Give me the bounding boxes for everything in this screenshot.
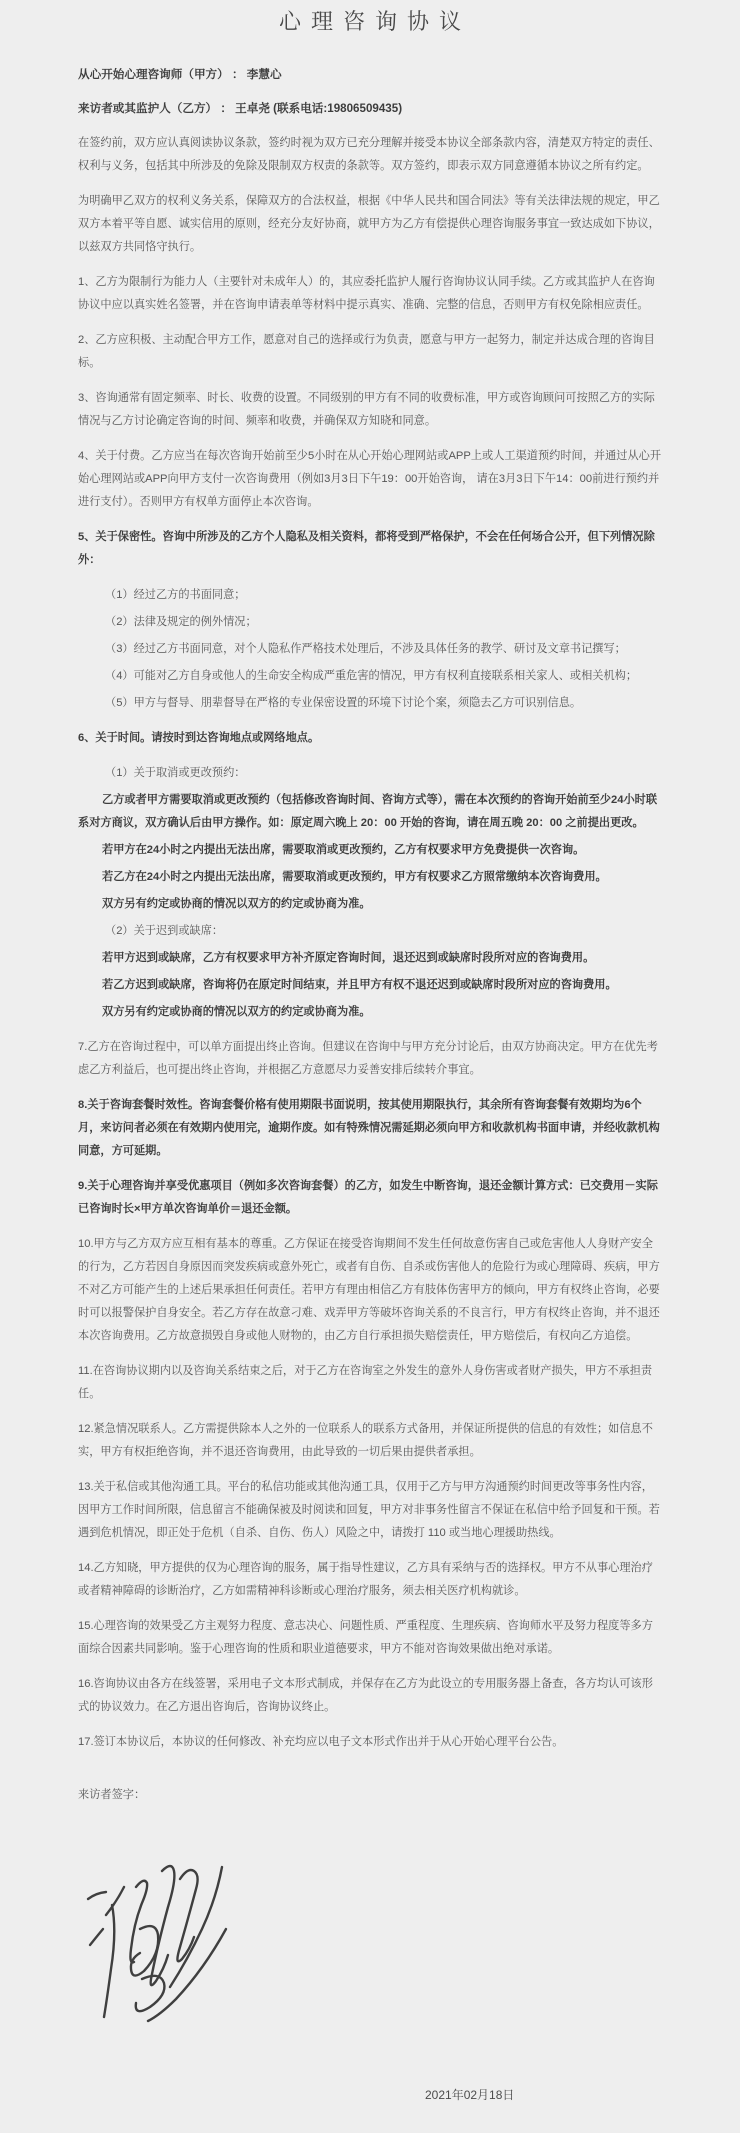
clause-5-item-5: （5）甲方与督导、朋辈督导在严格的专业保密设置的环境下讨论个案，须隐去乙方可识别信息。 (105, 697, 582, 709)
clause-5: 5、关于保密性。咨询中所涉及的乙方个人隐私及相关资料，都将受到严格保护，不会在任何场合公开，但下列情况除外： (78, 531, 655, 566)
signature-area (84, 1859, 236, 2027)
signature-scribble (84, 1859, 236, 2027)
clause-5-item-4: （4）可能对乙方自身或他人的生命安全构成严重危害的情况，甲方有权利直接联系相关家人、或相关机构； (105, 670, 638, 682)
clause-7: 7.乙方在咨询过程中，可以单方面提出终止咨询。但建议在咨询中与甲方充分讨论后，由双方协商决定。甲方在优先考虑乙方利益后，也可提出终止咨询，并根据乙方意愿尽力妥善安排后续转介事宜。 (78, 1041, 658, 1076)
clause-13: 13.关于私信或其他沟通工具。平台的私信功能或其他沟通工具，仅用于乙方与甲方沟通预约时间更改等事务性内容，因甲方工作时间所限，信息留言不能确保被及时阅读和回复，甲方对非事务性留言不保证在私信中给予回复和干预。若遇到危机情况，即正处于危机（自杀、自伤、伤人）风险之中，请拨打 110 或当地心理援助热线。 (78, 1481, 660, 1539)
clause-2: 2、乙方应积极、主动配合甲方工作，愿意对自己的选择或行为负责，愿意与甲方一起努力，制定并达成合理的咨询目标。 (78, 334, 655, 369)
visitor-signature-label: 来访者签字： (78, 1789, 146, 1801)
clause-14: 14.乙方知晓，甲方提供的仅为心理咨询的服务，属于指导性建议，乙方具有采纳与否的选择权。甲方不从事心理治疗或者精神障碍的诊断治疗，乙方如需精神科诊断或心理治疗服务，须去相关医疗机构就诊。 (78, 1562, 653, 1597)
clause-3: 3、咨询通常有固定频率、时长、收费的设置。不同级别的甲方有不同的收费标准，甲方或咨询顾问可按照乙方的实际情况与乙方讨论确定咨询的时间、频率和收费，并确保双方知晓和同意。 (78, 392, 655, 427)
party-a-line: 从心开始心理咨询师（甲方） ： 李慧心 (78, 68, 282, 81)
intro-2: 为明确甲乙双方的权利义务关系，保障双方的合法权益，根据《中华人民共和国合同法》等有关法律法规的规定，甲乙双方本着平等自愿、诚实信用的原则，经充分友好协商，就甲方为乙方有偿提供心理咨询服务事宜一致达成如下协议，以兹双方共同恪守执行。 (78, 195, 660, 253)
clause-1: 1、乙方为限制行为能力人（主要针对未成年人）的，其应委托监护人履行咨询协议认同手续。乙方或其监护人在咨询协议中应以真实姓名签署，并在咨询申请表单等材料中提示真实、准确、完整的信息，否则甲方有权免除相应责任。 (78, 276, 655, 311)
clause-6-item-1: （1）关于取消或更改预约： (105, 767, 246, 779)
intro-1: 在签约前，双方应认真阅读协议条款，签约时视为双方已充分理解并接受本协议全部条款内容，清楚双方特定的责任、权利与义务，包括其中所涉及的免除及限制双方权责的条款等。双方签约，即表示双方同意遵循本协议之所有约定。 (78, 137, 660, 172)
clause-6-sub-2: 若甲方在24小时之内提出无法出席，需要取消或更改预约，乙方有权要求甲方免费提供一次咨询。 (102, 844, 585, 856)
clause-4: 4、关于付费。乙方应当在每次咨询开始前至少5小时在从心开始心理网站或APP上或人工渠道预约时间，并通过从心开始心理网站或APP向甲方支付一次咨询费用（例如3月3日下午19：00开始咨询， 请在3月3日下午14：00前进行预约并进行支付）。否则甲方有权单方面停止本次咨询。 (78, 450, 662, 508)
clause-6-sub-4: 双方另有约定或协商的情况以双方的约定或协商为准。 (102, 898, 371, 910)
clause-6-item-2: （2）关于迟到或缺席： (105, 925, 224, 937)
party-b-line: 来访者或其监护人（乙方） ： 王卓尧 (联系电话:19806509435) (78, 102, 403, 115)
clause-15: 15.心理咨询的效果受乙方主观努力程度、意志决心、问题性质、严重程度、生理疾病、咨询师水平及努力程度等多方面综合因素共同影响。鉴于心理咨询的性质和职业道德要求，甲方不能对咨询效果做出绝对承诺。 (78, 1620, 653, 1655)
clause-5-item-1: （1）经过乙方的书面同意； (105, 589, 246, 601)
clause-5-item-2: （2）法律及规定的例外情况； (105, 616, 257, 628)
clause-6-sub-1: 乙方或者甲方需要取消或更改预约（包括修改咨询时间、咨询方式等），需在本次预约的咨询开始前至少24小时联系对方商议，双方确认后由甲方操作。如：原定周六晚上 20：00 开始的咨询，请在周五晚 20：00 之前提出更改。 (78, 794, 658, 829)
clause-10: 10.甲方与乙方双方应互相有基本的尊重。乙方保证在接受咨询期间不发生任何故意伤害自己或危害他人人身财产安全的行为，乙方若因自身原因而突发疾病或意外死亡，或者有自伤、自杀或伤害他人的危险行为或心理障碍、疾病，甲方不对乙方可能产生的上述后果承担任何责任。若甲方有理由相信乙方有肢体伤害甲方的倾向，甲方有权终止咨询，必要时可以报警保护自身安全。若乙方存在故意刁难、戏弄甲方等破坏咨询关系的不良言行，甲方有权终止咨询，并不退还本次咨询费用。乙方故意损毁自身或他人财物的，由乙方自行承担损失赔偿责任，甲方赔偿后，有权向乙方追偿。 (78, 1238, 660, 1342)
page-title: 心理咨询协议 (278, 9, 471, 34)
clause-6-sub-3: 若乙方在24小时之内提出无法出席，需要取消或更改预约，甲方有权要求乙方照常缴纳本次咨询费用。 (102, 871, 607, 883)
clause-17: 17.签订本协议后，本协议的任何修改、补充均应以电子文本形式作出并于从心开始心理平台公告。 (78, 1736, 564, 1748)
clause-12: 12.紧急情况联系人。乙方需提供除本人之外的一位联系人的联系方式备用，并保证所提供的信息的有效性；如信息不实，甲方有权拒绝咨询，并不退还咨询费用，由此导致的一切后果由提供者承担。 (78, 1423, 653, 1458)
clause-16: 16.咨询协议由各方在线签署，采用电子文本形式制成，并保存在乙方为此设立的专用服务器上备查，各方均认可该形式的协议效力。在乙方退出咨询后，咨询协议终止。 (78, 1678, 653, 1713)
clause-6: 6、关于时间。请按时到达咨询地点或网络地点。 (78, 732, 320, 744)
signature-date-row (78, 2087, 662, 2103)
clause-11: 11.在咨询协议期内以及咨询关系结束之后，对于乙方在咨询室之外发生的意外人身伤害或者财产损失，甲方不承担责任。 (78, 1365, 653, 1400)
clause-5-item-3: （3）经过乙方书面同意，对个人隐私作严格技术处理后，不涉及具体任务的教学、研讨及文章书记撰写； (105, 643, 626, 655)
agreement-clauses (78, 132, 662, 1754)
clause-6-sub-5: 若甲方迟到或缺席，乙方有权要求甲方补齐原定咨询时间，退还迟到或缺席时段所对应的咨询费用。 (102, 952, 595, 964)
clause-9: 9.关于心理咨询并享受优惠项目（例如多次咨询套餐）的乙方，如发生中断咨询，退还金额计算方式：已交费用－实际已咨询时长×甲方单次咨询单价＝退还金额。 (78, 1180, 658, 1215)
clause-8: 8.关于咨询套餐时效性。咨询套餐价格有使用期限书面说明，按其使用期限执行，其余所有咨询套餐有效期均为6个月，来访问者必须在有效期内使用完，逾期作废。如有特殊情况需延期必须向甲方和收款机构书面申请，并经收款机构同意，方可延期。 (78, 1099, 660, 1157)
clause-6-sub-7: 双方另有约定或协商的情况以双方的约定或协商为准。 (102, 1006, 371, 1018)
signature-date: 2021年02月18日 (425, 2088, 515, 2102)
clause-6-sub-6: 若乙方迟到或缺席，咨询将仍在原定时间结束，并且甲方有权不退还迟到或缺席时段所对应的咨询费用。 (102, 979, 617, 991)
